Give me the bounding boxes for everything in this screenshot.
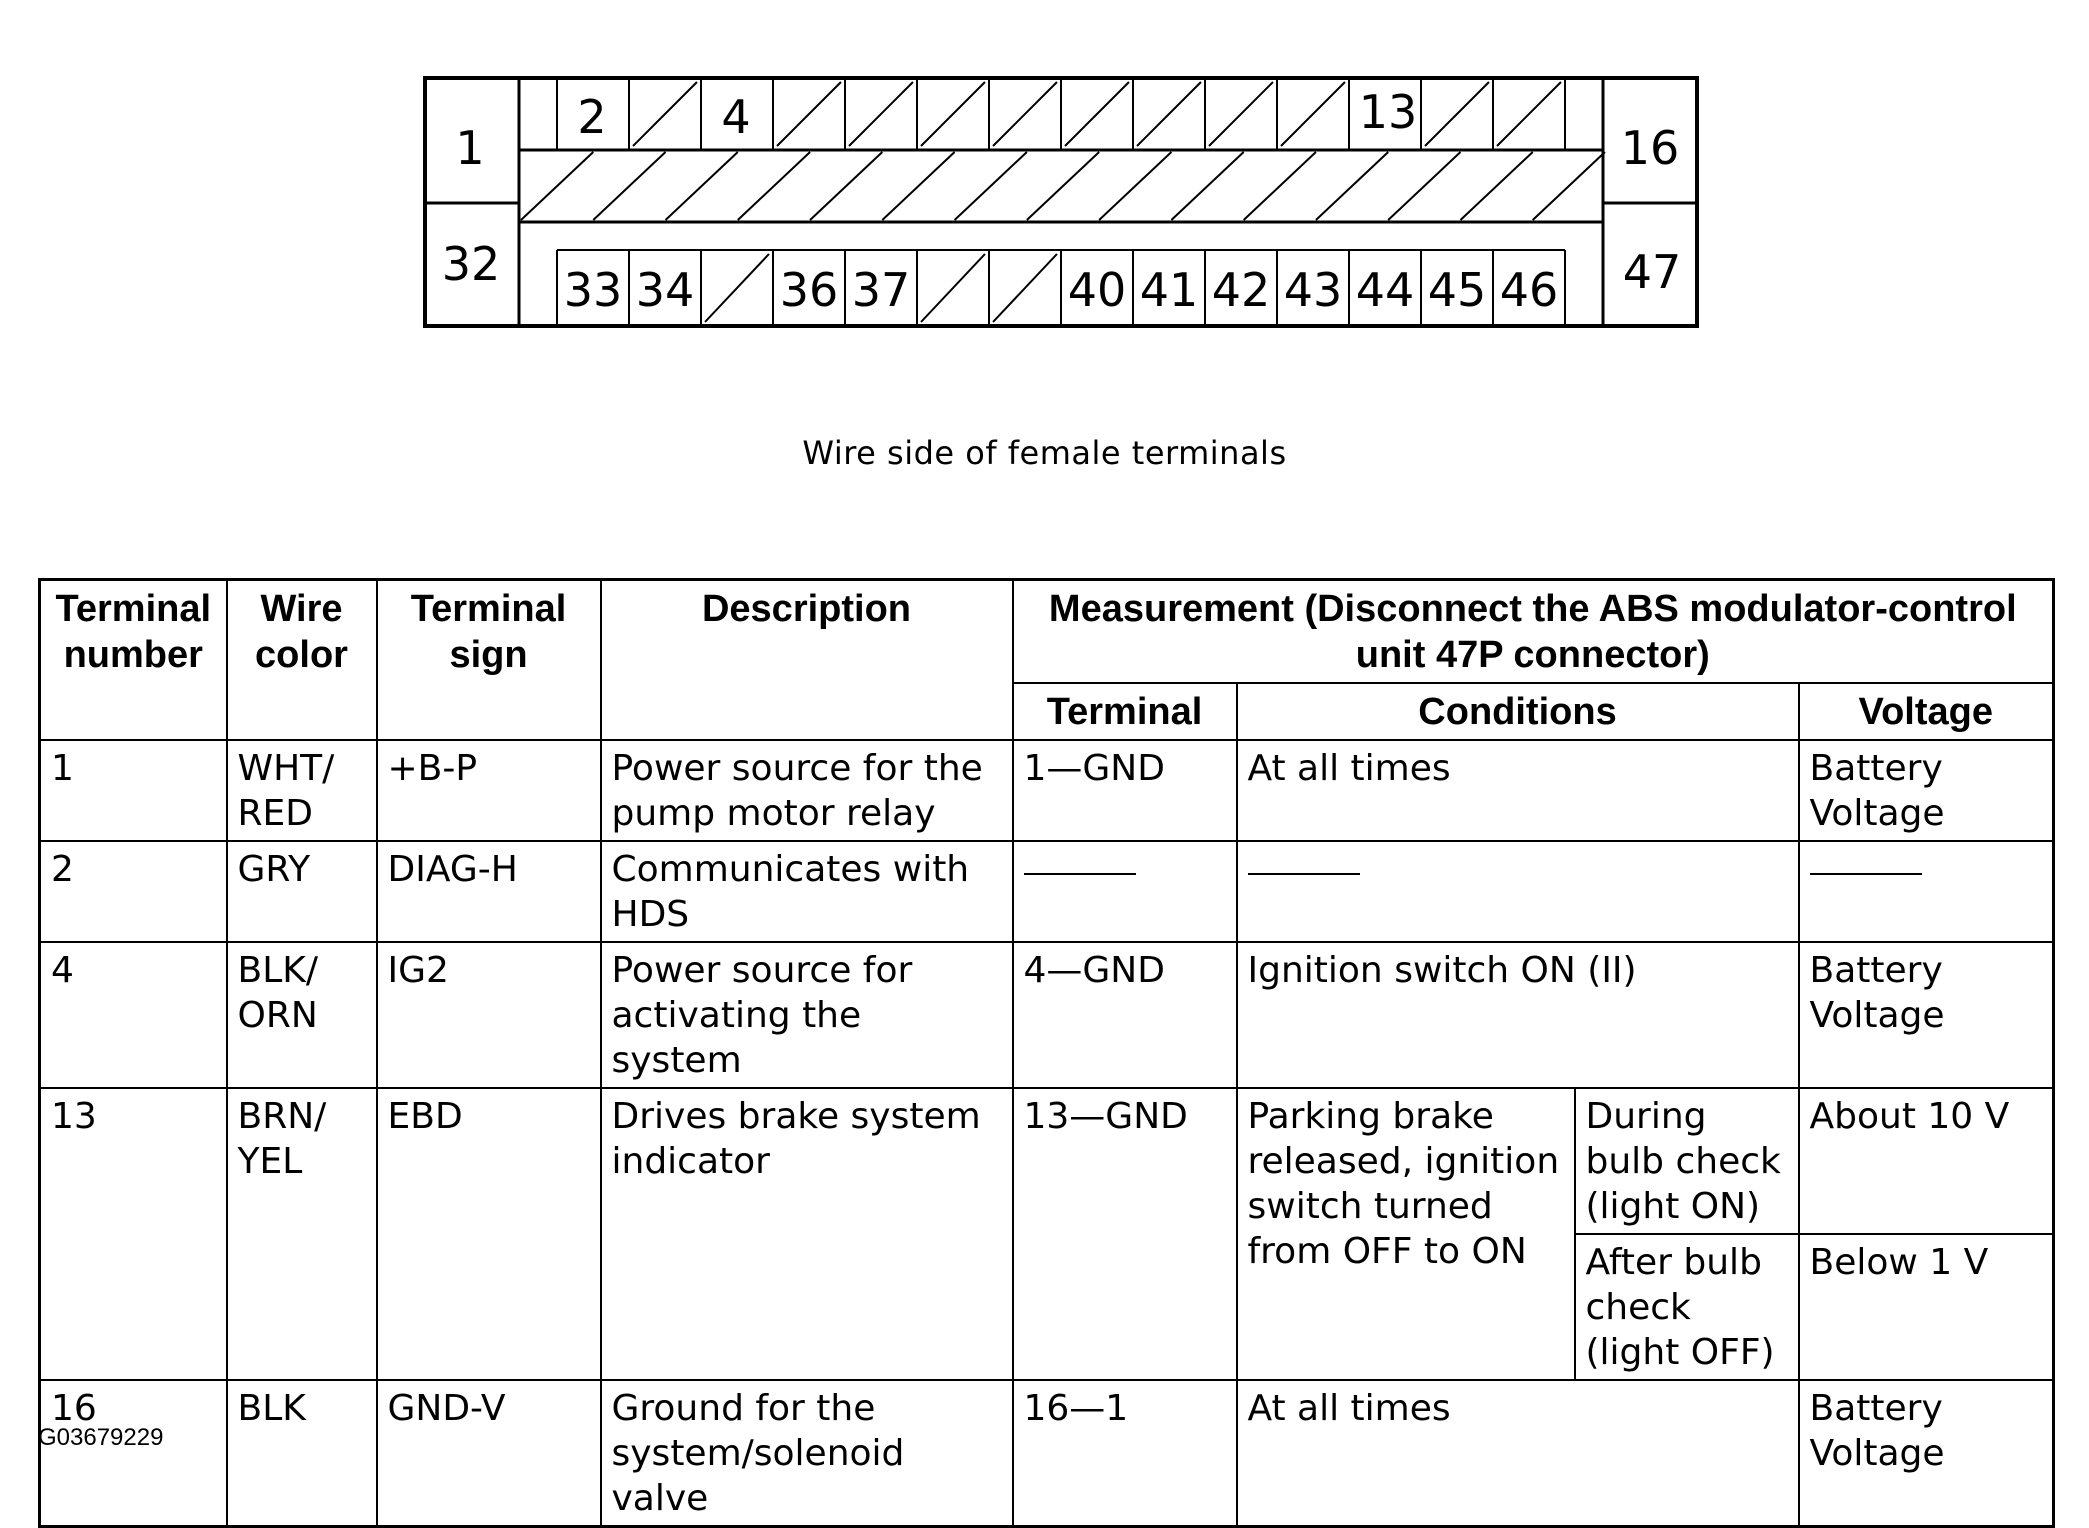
cell-conditions: At all times: [1237, 740, 1799, 841]
dash-mark: [1024, 873, 1136, 875]
cell-terminal-empty: [1013, 841, 1237, 942]
pin-label-45: 45: [1427, 263, 1487, 317]
blank-cavity-slash: [1171, 152, 1243, 220]
header-terminal: Terminal: [1013, 683, 1237, 740]
cell-description: Power source for activating the system: [601, 942, 1013, 1088]
cell-number: 13: [40, 1088, 227, 1380]
cell-terminal: 13—GND: [1013, 1088, 1237, 1380]
blank-cavity-slash: [666, 152, 738, 220]
dash-mark: [1810, 873, 1922, 875]
blank-cavity-slash: [738, 152, 810, 220]
blank-cavity-slash: [810, 152, 882, 220]
blank-cavity-slash: [921, 82, 985, 146]
cell-voltage: Battery Voltage: [1799, 942, 2054, 1088]
blank-cavity-slash: [1209, 82, 1273, 146]
blank-cavity-slash: [921, 254, 985, 322]
pin-label-37: 37: [851, 263, 911, 317]
blank-cavity-slash: [1099, 152, 1171, 220]
pin-label-36: 36: [779, 263, 839, 317]
cell-terminal: 4—GND: [1013, 942, 1237, 1088]
header-measurement: Measurement (Disconnect the ABS modulator-control unit 47P connector): [1013, 580, 2054, 684]
pin-label-43: 43: [1283, 263, 1343, 317]
diagram-caption: Wire side of female terminals: [802, 434, 1287, 472]
blank-cavity-slash: [1497, 82, 1561, 146]
cell-sign: +B-P: [377, 740, 601, 841]
blank-cavity-slash: [1281, 82, 1345, 146]
cell-subcondition: After bulb check (light OFF): [1575, 1234, 1799, 1380]
pin-label-16: 16: [1620, 121, 1680, 175]
cell-number: 2: [40, 841, 227, 942]
cell-sign: IG2: [377, 942, 601, 1088]
blank-cavity-slash: [777, 82, 841, 146]
cell-voltage: Battery Voltage: [1799, 740, 2054, 841]
pin-label-40: 40: [1067, 263, 1127, 317]
blank-cavity-slash: [1388, 152, 1460, 220]
blank-cavity-slash: [633, 82, 697, 146]
cell-voltage: Battery Voltage: [1799, 1380, 2054, 1527]
blank-cavity-slash: [955, 152, 1027, 220]
pin-label-32: 32: [441, 237, 501, 291]
blank-cavity-slash: [593, 152, 665, 220]
header-wire-color: Wire color: [227, 580, 377, 741]
blank-cavity-slash: [849, 82, 913, 146]
cell-description: Ground for the system/solenoid valve: [601, 1380, 1013, 1527]
blank-cavity-slash: [1065, 82, 1129, 146]
pin-label-42: 42: [1211, 263, 1271, 317]
dash-mark: [1248, 873, 1360, 875]
cell-sign: GND-V: [377, 1380, 601, 1527]
table-row: [40, 740, 2054, 841]
cell-sign: EBD: [377, 1088, 601, 1380]
blank-cavity-slash: [521, 152, 593, 220]
connector-diagram: [0, 0, 2089, 340]
blank-cavity-slash: [705, 254, 769, 322]
pin-label-4: 4: [721, 90, 751, 144]
terminal-table: [38, 578, 2055, 1528]
pin-label-2: 2: [577, 90, 607, 144]
blank-cavity-slash: [993, 82, 1057, 146]
header-conditions: Conditions: [1237, 683, 1799, 740]
cell-conditions-empty: [1237, 841, 1799, 942]
pin-label-13: 13: [1358, 85, 1418, 139]
blank-cavity-slash: [1244, 152, 1316, 220]
pin-label-44: 44: [1355, 263, 1415, 317]
cell-description: Drives brake system indicator: [601, 1088, 1013, 1380]
blank-cavity-slash: [1533, 152, 1605, 220]
blank-cavity-slash: [1425, 82, 1489, 146]
table-row: [40, 1380, 2054, 1527]
pin-label-33: 33: [563, 263, 623, 317]
header-terminal-number: Terminal number: [40, 580, 227, 741]
pin-label-46: 46: [1499, 263, 1559, 317]
cell-subcondition: During bulb check (light ON): [1575, 1088, 1799, 1234]
blank-cavity-slash: [993, 254, 1057, 322]
cell-conditions: Parking brake released, ignition switch turned from OFF to ON: [1237, 1088, 1575, 1380]
header-terminal-sign: Terminal sign: [377, 580, 601, 741]
pin-label-1: 1: [455, 121, 485, 175]
cell-wire: GRY: [227, 841, 377, 942]
cell-wire: BLK/ ORN: [227, 942, 377, 1088]
cell-wire: WHT/ RED: [227, 740, 377, 841]
pin-label-34: 34: [635, 263, 695, 317]
table-row: [40, 841, 2054, 942]
cell-wire: BRN/ YEL: [227, 1088, 377, 1380]
table-row: [40, 942, 2054, 1088]
blank-cavity-slash: [1137, 82, 1201, 146]
header-description: Description: [601, 580, 1013, 741]
blank-cavity-slash: [1316, 152, 1388, 220]
cell-conditions: Ignition switch ON (II): [1237, 942, 1799, 1088]
figure-id: G03679229: [38, 1424, 164, 1451]
cell-conditions: At all times: [1237, 1380, 1799, 1527]
table-header-row: [40, 580, 2054, 684]
blank-cavity-slash: [1027, 152, 1099, 220]
pin-label-41: 41: [1139, 263, 1199, 317]
cell-voltage-empty: [1799, 841, 2054, 942]
cell-number: 1: [40, 740, 227, 841]
cell-voltage: About 10 V: [1799, 1088, 2054, 1234]
cell-number: 4: [40, 942, 227, 1088]
table-row: [40, 1088, 2054, 1234]
cell-description: Power source for the pump motor relay: [601, 740, 1013, 841]
cell-terminal: 16—1: [1013, 1380, 1237, 1527]
cell-voltage: Below 1 V: [1799, 1234, 2054, 1380]
header-voltage: Voltage: [1799, 683, 2054, 740]
pin-label-47: 47: [1622, 245, 1682, 299]
blank-cavity-slash: [1460, 152, 1532, 220]
blank-cavity-slash: [882, 152, 954, 220]
cell-wire: BLK: [227, 1380, 377, 1527]
cell-terminal: 1—GND: [1013, 740, 1237, 841]
cell-description: Communicates with HDS: [601, 841, 1013, 942]
cell-number: 16: [40, 1380, 227, 1527]
cell-sign: DIAG-H: [377, 841, 601, 942]
